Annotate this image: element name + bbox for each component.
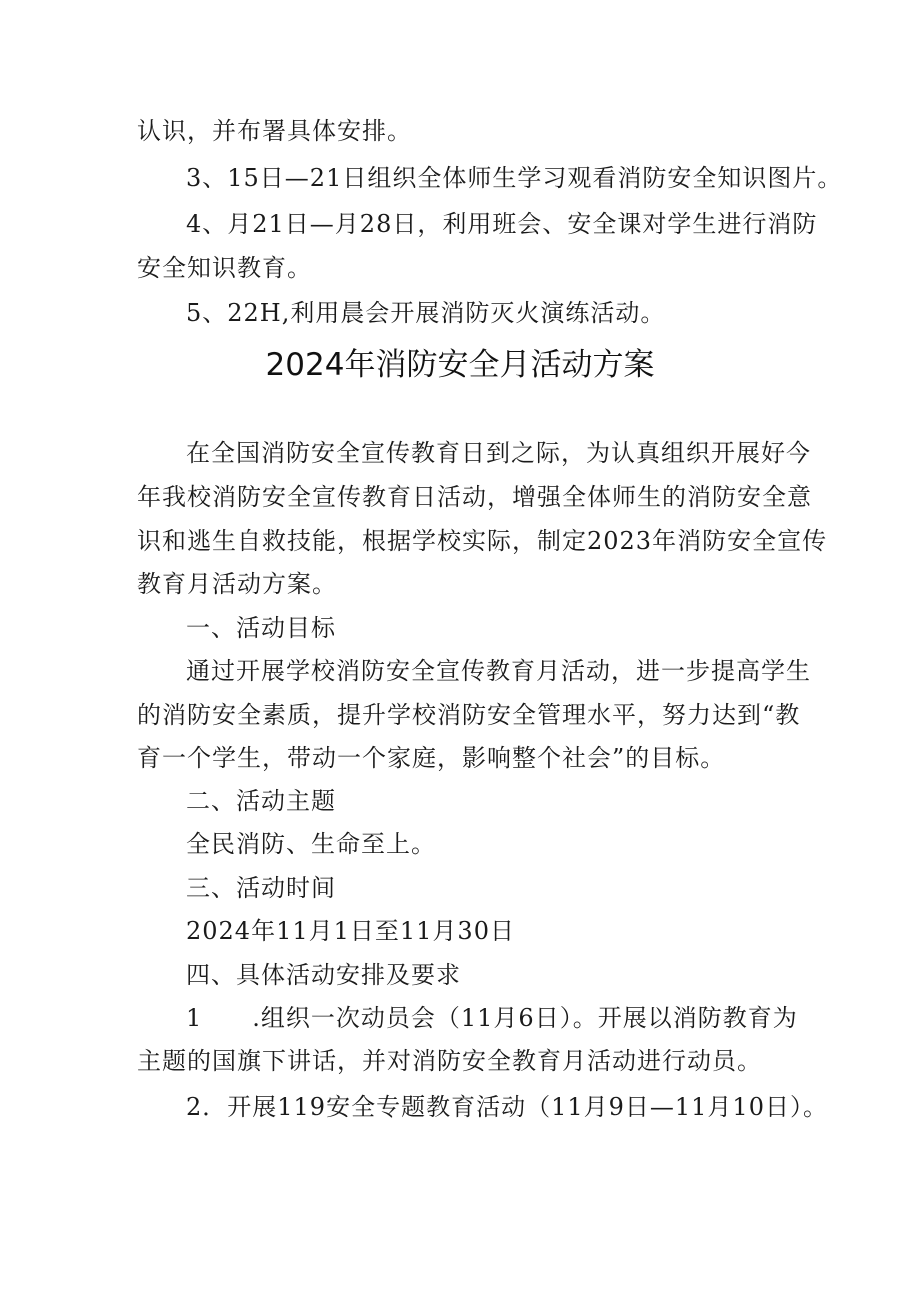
section-heading: 二、活动主题 xyxy=(186,787,336,815)
paragraph-line: 年我校消防安全宣传教育日活动，增强全体师生的消防安全意 xyxy=(137,483,812,511)
text-line: 5、22H,利用晨会开展消防灭火演练活动。 xyxy=(186,299,666,327)
paragraph-line: 2．开展119安全专题教育活动（11月9日—11月10日）。 xyxy=(186,1093,828,1121)
paragraph-line: 主题的国旗下讲话，并对消防安全教育月活动进行动员。 xyxy=(137,1047,762,1075)
paragraph-line: 全民消防、生命至上。 xyxy=(186,830,436,858)
paragraph-line: 识和逃生自救技能，根据学校实际，制定2023年消防安全宣传 xyxy=(137,527,828,555)
paragraph-line: 育一个学生，带动一个家庭，影响整个社会”的目标。 xyxy=(137,744,726,772)
paragraph-line: 教育月活动方案。 xyxy=(137,570,337,598)
paragraph-line: 2024年11月1日至11月30日 xyxy=(186,917,515,945)
paragraph-line: 1 .组织一次动员会（11月6日）。开展以消防教育为 xyxy=(186,1004,798,1032)
text-line: 安全知识教育。 xyxy=(137,254,312,282)
section-heading: 四、具体活动安排及要求 xyxy=(186,961,461,989)
paragraph-line: 的消防安全素质，提升学校消防安全管理水平，努力达到“教 xyxy=(137,701,801,729)
text-line: 认识，并布署具体安排。 xyxy=(137,117,412,145)
section-heading: 三、活动时间 xyxy=(186,874,336,902)
text-line: 3、15日—21日组织全体师生学习观看消防安全知识图片。 xyxy=(186,164,843,192)
document-title: 2024年消防安全月活动方案 xyxy=(265,347,655,383)
text-line: 4、月21日—月28日，利用班会、安全课对学生进行消防 xyxy=(186,210,818,238)
paragraph-line: 在全国消防安全宣传教育日到之际，为认真组织开展好今 xyxy=(186,439,811,467)
paragraph-line: 通过开展学校消防安全宣传教育月活动，进一步提高学生 xyxy=(186,657,811,685)
section-heading: 一、活动目标 xyxy=(186,614,336,642)
